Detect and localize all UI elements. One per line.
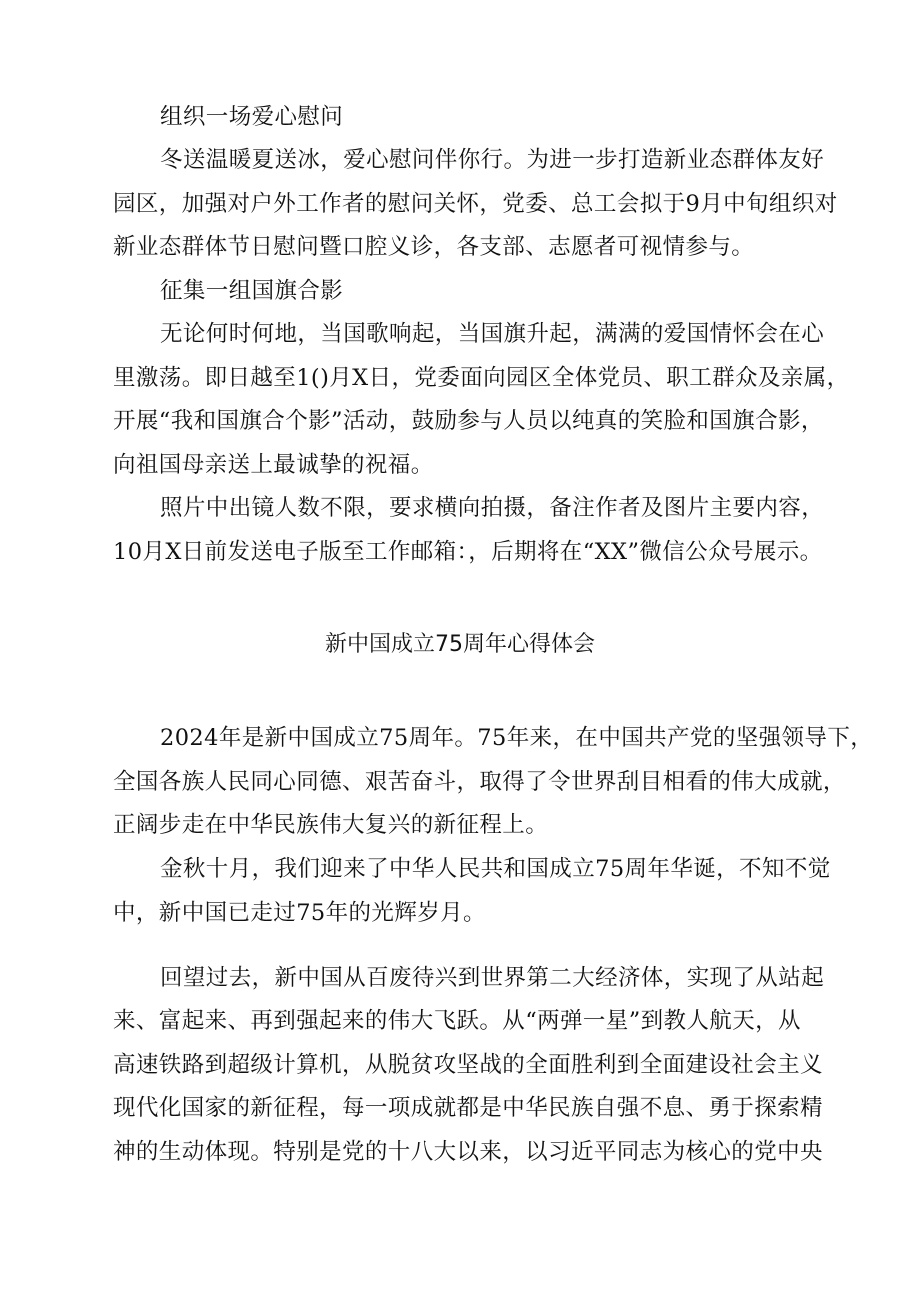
paragraph-line: 里激荡。即日越至1()月X日，党委面向园区全体党员、职工群众及亲属，	[113, 365, 850, 391]
article-title: 新中国成立75周年心得体会	[325, 632, 595, 657]
paragraph-line: 高速铁路到超级计算机，从脱贫攻坚战的全面胜利到全面建设社会主义	[113, 1052, 823, 1078]
paragraph-line: 照片中出镜人数不限，要求横向拍摄，备注作者及图片主要内容，	[160, 495, 825, 521]
paragraph-line: 全国各族人民同心同德、艰苦奋斗，取得了令世界刮目相看的伟大成就，	[113, 769, 846, 795]
paragraph-line: 新业态群体节日慰问暨口腔义诊，各支部、志愿者可视情参与。	[113, 234, 755, 260]
paragraph-line: 金秋十月，我们迎来了中华人民共和国成立75周年华诞，不知不觉	[160, 856, 831, 882]
subheading-flag-photos: 征集一组国旗合影	[160, 278, 344, 304]
paragraph-line: 2024年是新中国成立75周年。75年来，在中国共产党的坚强领导下，	[160, 725, 874, 751]
paragraph-line: 开展“我和国旗合个影”活动，鼓励参与人员以纯真的笑脸和国旗合影，	[113, 408, 824, 434]
subheading-care-visit: 组织一场爱心慰问	[160, 104, 344, 130]
paragraph-line: 回望过去，新中国从百废待兴到世界第二大经济体，实现了从站起	[160, 965, 825, 991]
paragraph-line: 来、富起来、再到强起来的伟大飞跃。从“两弹一星”到教人航天，从	[113, 1008, 801, 1034]
paragraph-line: 神的生动体现。特别是党的十八大以来，以习近平同志为核心的党中央	[113, 1139, 823, 1165]
paragraph-line: 无论何时何地，当国歌响起，当国旗升起，满满的爱国情怀会在心	[160, 321, 825, 347]
paragraph-line: 园区，加强对户外工作者的慰问关怀，党委、总工会拟于9月中旬组织对	[113, 191, 838, 217]
paragraph-line: 中，新中国已走过75年的光辉岁月。	[113, 900, 486, 926]
paragraph-line: 现代化国家的新征程，每一项成就都是中华民族自强不息、勇于探索精	[113, 1095, 823, 1121]
paragraph-line: 正阔步走在中华民族伟大复兴的新征程上。	[113, 812, 549, 838]
paragraph-line: 冬送温暖夏送冰，爱心慰问伴你行。为进一步打造新业态群体友好	[160, 147, 825, 173]
paragraph-line: 10月X日前发送电子版至工作邮箱：，后期将在“XX”微信公众号展示。	[113, 539, 823, 565]
paragraph-line: 向祖国母亲送上最诚挚的祝福。	[113, 452, 434, 478]
